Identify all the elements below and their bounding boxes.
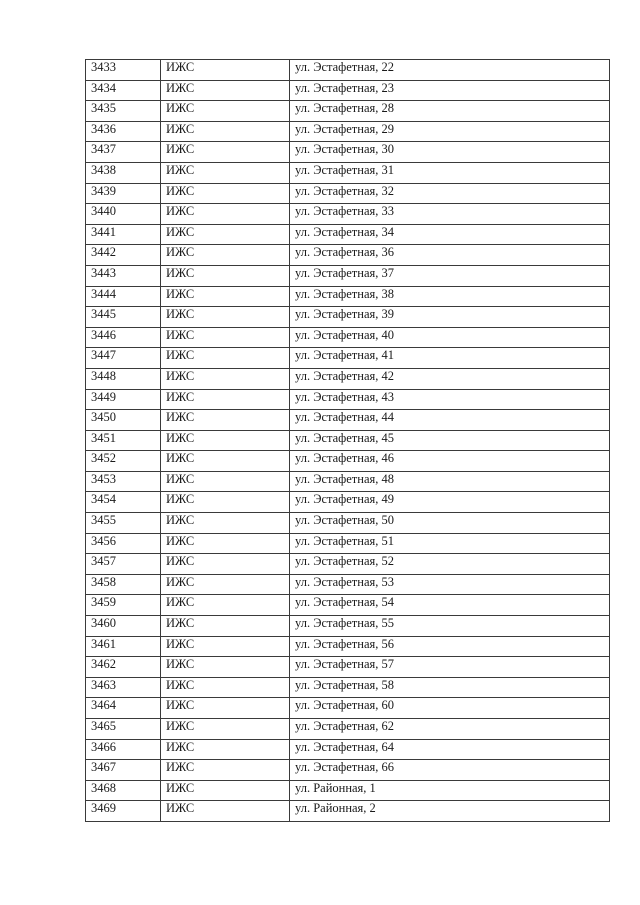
land-use-type-cell: ИЖС [161, 204, 290, 225]
address-cell: ул. Эстафетная, 42 [290, 368, 610, 389]
address-cell: ул. Эстафетная, 64 [290, 739, 610, 760]
table-row [86, 430, 610, 451]
address-cell: ул. Эстафетная, 56 [290, 636, 610, 657]
record-number-cell: 3443 [86, 265, 161, 286]
land-use-type-cell: ИЖС [161, 410, 290, 431]
record-number-cell: 3450 [86, 410, 161, 431]
land-use-type-cell: ИЖС [161, 677, 290, 698]
land-use-type-cell: ИЖС [161, 554, 290, 575]
address-cell: ул. Эстафетная, 36 [290, 245, 610, 266]
record-number-cell: 3464 [86, 698, 161, 719]
land-use-type-cell: ИЖС [161, 121, 290, 142]
table-row [86, 719, 610, 740]
record-number-cell: 3466 [86, 739, 161, 760]
land-use-type-cell: ИЖС [161, 595, 290, 616]
table-row [86, 368, 610, 389]
table-row [86, 307, 610, 328]
record-number-cell: 3433 [86, 60, 161, 81]
record-number-cell: 3435 [86, 101, 161, 122]
address-cell: ул. Эстафетная, 22 [290, 60, 610, 81]
address-cell: ул. Эстафетная, 48 [290, 471, 610, 492]
land-use-type-cell: ИЖС [161, 533, 290, 554]
address-cell: ул. Эстафетная, 28 [290, 101, 610, 122]
record-number-cell: 3469 [86, 801, 161, 822]
land-use-type-cell: ИЖС [161, 513, 290, 534]
table-row [86, 533, 610, 554]
land-use-type-cell: ИЖС [161, 698, 290, 719]
address-cell: ул. Эстафетная, 57 [290, 657, 610, 678]
address-cell: ул. Эстафетная, 37 [290, 265, 610, 286]
address-cell: ул. Эстафетная, 54 [290, 595, 610, 616]
table-row [86, 760, 610, 781]
record-number-cell: 3434 [86, 80, 161, 101]
table-row [86, 410, 610, 431]
record-number-cell: 3440 [86, 204, 161, 225]
table-row [86, 348, 610, 369]
record-number-cell: 3447 [86, 348, 161, 369]
table-row [86, 162, 610, 183]
record-number-cell: 3467 [86, 760, 161, 781]
table-row [86, 204, 610, 225]
record-number-cell: 3462 [86, 657, 161, 678]
record-number-cell: 3441 [86, 224, 161, 245]
land-use-type-cell: ИЖС [161, 348, 290, 369]
address-cell: ул. Эстафетная, 30 [290, 142, 610, 163]
address-cell: ул. Эстафетная, 58 [290, 677, 610, 698]
land-use-type-cell: ИЖС [161, 224, 290, 245]
record-number-cell: 3453 [86, 471, 161, 492]
address-cell: ул. Районная, 2 [290, 801, 610, 822]
address-cell: ул. Эстафетная, 38 [290, 286, 610, 307]
table-row [86, 245, 610, 266]
table-row [86, 636, 610, 657]
table-row [86, 101, 610, 122]
record-number-cell: 3455 [86, 513, 161, 534]
address-cell: ул. Эстафетная, 55 [290, 616, 610, 637]
record-number-cell: 3468 [86, 780, 161, 801]
land-use-type-cell: ИЖС [161, 80, 290, 101]
address-cell: ул. Эстафетная, 33 [290, 204, 610, 225]
land-use-type-cell: ИЖС [161, 719, 290, 740]
address-cell: ул. Эстафетная, 62 [290, 719, 610, 740]
table-row [86, 80, 610, 101]
land-use-type-cell: ИЖС [161, 389, 290, 410]
table-row [86, 60, 610, 81]
address-cell: ул. Эстафетная, 49 [290, 492, 610, 513]
record-number-cell: 3439 [86, 183, 161, 204]
address-cell: ул. Эстафетная, 43 [290, 389, 610, 410]
table-row [86, 739, 610, 760]
land-use-type-cell: ИЖС [161, 101, 290, 122]
table-row [86, 142, 610, 163]
address-cell: ул. Эстафетная, 46 [290, 451, 610, 472]
land-use-type-cell: ИЖС [161, 327, 290, 348]
table-row [86, 595, 610, 616]
land-use-type-cell: ИЖС [161, 657, 290, 678]
record-number-cell: 3457 [86, 554, 161, 575]
table-row [86, 389, 610, 410]
registry-table-body [86, 60, 610, 822]
address-cell: ул. Эстафетная, 51 [290, 533, 610, 554]
record-number-cell: 3459 [86, 595, 161, 616]
land-use-type-cell: ИЖС [161, 430, 290, 451]
address-cell: ул. Эстафетная, 29 [290, 121, 610, 142]
record-number-cell: 3452 [86, 451, 161, 472]
table-row [86, 780, 610, 801]
table-row [86, 657, 610, 678]
record-number-cell: 3454 [86, 492, 161, 513]
record-number-cell: 3451 [86, 430, 161, 451]
land-use-type-cell: ИЖС [161, 451, 290, 472]
land-use-type-cell: ИЖС [161, 286, 290, 307]
registry-table [85, 59, 610, 822]
record-number-cell: 3463 [86, 677, 161, 698]
table-row [86, 327, 610, 348]
address-cell: ул. Эстафетная, 52 [290, 554, 610, 575]
table-row [86, 183, 610, 204]
address-cell: ул. Эстафетная, 45 [290, 430, 610, 451]
land-use-type-cell: ИЖС [161, 245, 290, 266]
table-row [86, 286, 610, 307]
address-cell: ул. Эстафетная, 41 [290, 348, 610, 369]
land-use-type-cell: ИЖС [161, 162, 290, 183]
land-use-type-cell: ИЖС [161, 801, 290, 822]
address-cell: ул. Эстафетная, 31 [290, 162, 610, 183]
table-row [86, 554, 610, 575]
table-row [86, 121, 610, 142]
land-use-type-cell: ИЖС [161, 60, 290, 81]
address-cell: ул. Эстафетная, 34 [290, 224, 610, 245]
land-use-type-cell: ИЖС [161, 739, 290, 760]
table-row [86, 698, 610, 719]
land-use-type-cell: ИЖС [161, 183, 290, 204]
record-number-cell: 3444 [86, 286, 161, 307]
record-number-cell: 3465 [86, 719, 161, 740]
table-row [86, 265, 610, 286]
land-use-type-cell: ИЖС [161, 368, 290, 389]
address-cell: ул. Эстафетная, 53 [290, 574, 610, 595]
record-number-cell: 3442 [86, 245, 161, 266]
record-number-cell: 3437 [86, 142, 161, 163]
table-row [86, 224, 610, 245]
land-use-type-cell: ИЖС [161, 780, 290, 801]
land-use-type-cell: ИЖС [161, 142, 290, 163]
land-use-type-cell: ИЖС [161, 307, 290, 328]
record-number-cell: 3448 [86, 368, 161, 389]
table-row [86, 677, 610, 698]
address-cell: ул. Эстафетная, 40 [290, 327, 610, 348]
address-cell: ул. Эстафетная, 39 [290, 307, 610, 328]
address-cell: ул. Эстафетная, 44 [290, 410, 610, 431]
land-use-type-cell: ИЖС [161, 492, 290, 513]
land-use-type-cell: ИЖС [161, 636, 290, 657]
table-row [86, 801, 610, 822]
land-use-type-cell: ИЖС [161, 760, 290, 781]
land-use-type-cell: ИЖС [161, 616, 290, 637]
record-number-cell: 3458 [86, 574, 161, 595]
record-number-cell: 3461 [86, 636, 161, 657]
land-use-type-cell: ИЖС [161, 471, 290, 492]
table-row [86, 574, 610, 595]
address-cell: ул. Эстафетная, 32 [290, 183, 610, 204]
table-row [86, 513, 610, 534]
table-row [86, 471, 610, 492]
record-number-cell: 3460 [86, 616, 161, 637]
record-number-cell: 3436 [86, 121, 161, 142]
address-cell: ул. Районная, 1 [290, 780, 610, 801]
land-use-type-cell: ИЖС [161, 265, 290, 286]
table-row [86, 492, 610, 513]
table-row [86, 616, 610, 637]
address-cell: ул. Эстафетная, 60 [290, 698, 610, 719]
land-use-type-cell: ИЖС [161, 574, 290, 595]
record-number-cell: 3438 [86, 162, 161, 183]
table-row [86, 451, 610, 472]
record-number-cell: 3445 [86, 307, 161, 328]
record-number-cell: 3449 [86, 389, 161, 410]
address-cell: ул. Эстафетная, 50 [290, 513, 610, 534]
record-number-cell: 3446 [86, 327, 161, 348]
record-number-cell: 3456 [86, 533, 161, 554]
address-cell: ул. Эстафетная, 23 [290, 80, 610, 101]
address-cell: ул. Эстафетная, 66 [290, 760, 610, 781]
